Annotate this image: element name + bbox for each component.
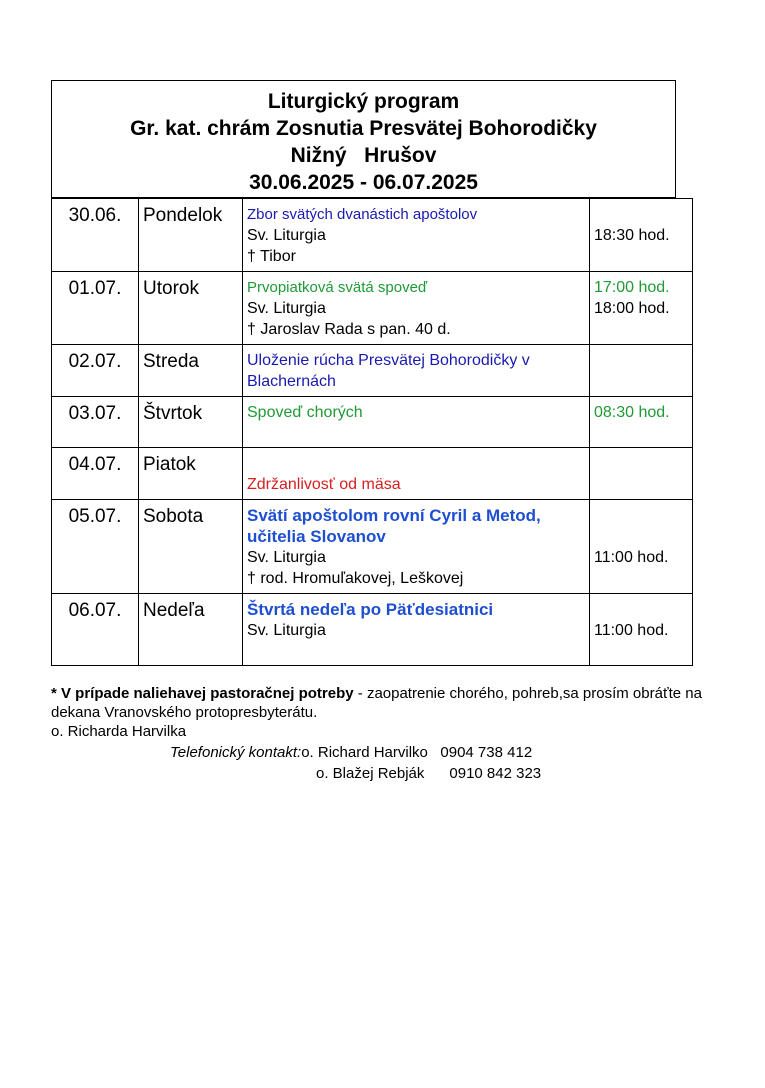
contact-line-2 — [316, 764, 541, 784]
confession-note: Spoveď chorých — [247, 404, 363, 421]
row-date: 04.07. — [52, 448, 139, 500]
time-blank — [594, 204, 692, 225]
footer-bold: * V prípade naliehavej pastoračnej potreby — [51, 685, 354, 702]
contact-label: Telefonický kontakt: — [170, 744, 302, 761]
confession-time: 08:30 hod. — [594, 404, 670, 421]
service-time: 18:30 hod. — [594, 227, 670, 244]
confession-note: Prvopiatková svätá spoveď — [247, 279, 428, 296]
service-name: Sv. Liturgia — [247, 300, 326, 317]
table-row — [52, 272, 693, 345]
row-times — [590, 345, 693, 397]
row-times — [590, 397, 693, 448]
fasting-note: Zdržanlivosť od mäsa — [247, 476, 401, 493]
service-time: 18:00 hod. — [594, 300, 670, 317]
row-times — [590, 594, 693, 666]
table-row — [52, 345, 693, 397]
service-name: Sv. Liturgia — [247, 227, 326, 244]
location: Nižný Hrušov — [290, 144, 437, 167]
row-date: 02.07. — [52, 345, 139, 397]
schedule-table — [51, 198, 693, 666]
row-day: Sobota — [139, 500, 243, 594]
row-date: 06.07. — [52, 594, 139, 666]
contact-phone-2: o. Blažej Rebják 0910 842 323 — [316, 765, 542, 782]
footer-text: - zaopatrenie chorého, pohreb,sa prosím obráťte na dekana Vranovského protopresbyterátu. — [51, 685, 702, 721]
row-day: Utorok — [139, 272, 243, 345]
row-date: 05.07. — [52, 500, 139, 594]
row-day: Pondelok — [139, 199, 243, 272]
row-times — [590, 199, 693, 272]
service-time: 11:00 hod. — [594, 622, 669, 639]
program-title: Liturgický program — [267, 90, 460, 113]
intention: † Jaroslav Rada s pan. 40 d. — [247, 321, 451, 338]
signature: o. Richarda Harvilka — [51, 723, 187, 740]
row-times — [590, 448, 693, 500]
footer-note — [51, 684, 711, 741]
service-time: 11:00 hod. — [594, 549, 669, 566]
table-row — [52, 500, 693, 594]
table-row — [52, 448, 693, 500]
row-date: 01.07. — [52, 272, 139, 345]
row-date: 03.07. — [52, 397, 139, 448]
row-day: Nedeľa — [139, 594, 243, 666]
row-day: Piatok — [139, 448, 243, 500]
row-day: Štvrtok — [139, 397, 243, 448]
feast-name: Svätí apoštolom rovní Cyril a Metod, učitelia Slovanov — [247, 506, 541, 546]
feast-name: Zbor svätých dvanástich apoštolov — [247, 206, 478, 223]
intention: † Tibor — [247, 248, 296, 265]
row-description — [243, 397, 590, 448]
table-row — [52, 199, 693, 272]
table-row — [52, 594, 693, 666]
row-description — [243, 272, 590, 345]
service-name: Sv. Liturgia — [247, 549, 326, 566]
row-description — [243, 500, 590, 594]
row-description — [243, 199, 590, 272]
contact-phone-1: o. Richard Harvilko 0904 738 412 — [301, 744, 533, 761]
row-date: 30.06. — [52, 199, 139, 272]
date-range: 30.06.2025 - 06.07.2025 — [249, 171, 478, 194]
row-times — [590, 272, 693, 345]
row-description — [243, 345, 590, 397]
row-description — [243, 448, 590, 500]
confession-time: 17:00 hod. — [594, 279, 670, 296]
intention: † rod. Hromuľakovej, Leškovej — [247, 570, 464, 587]
contact-line-1 — [170, 743, 532, 763]
service-name: Sv. Liturgia — [247, 622, 326, 639]
row-day: Streda — [139, 345, 243, 397]
feast-name: Štvrtá nedeľa po Päťdesiatnici — [247, 600, 494, 619]
row-description — [243, 594, 590, 666]
row-times — [590, 500, 693, 594]
feast-name: Uloženie rúcha Presvätej Bohorodičky v Blachernách — [247, 352, 530, 390]
church-name: Gr. kat. chrám Zosnutia Presvätej Bohorodičky — [130, 117, 597, 140]
table-row — [52, 397, 693, 448]
program-header — [51, 80, 676, 198]
